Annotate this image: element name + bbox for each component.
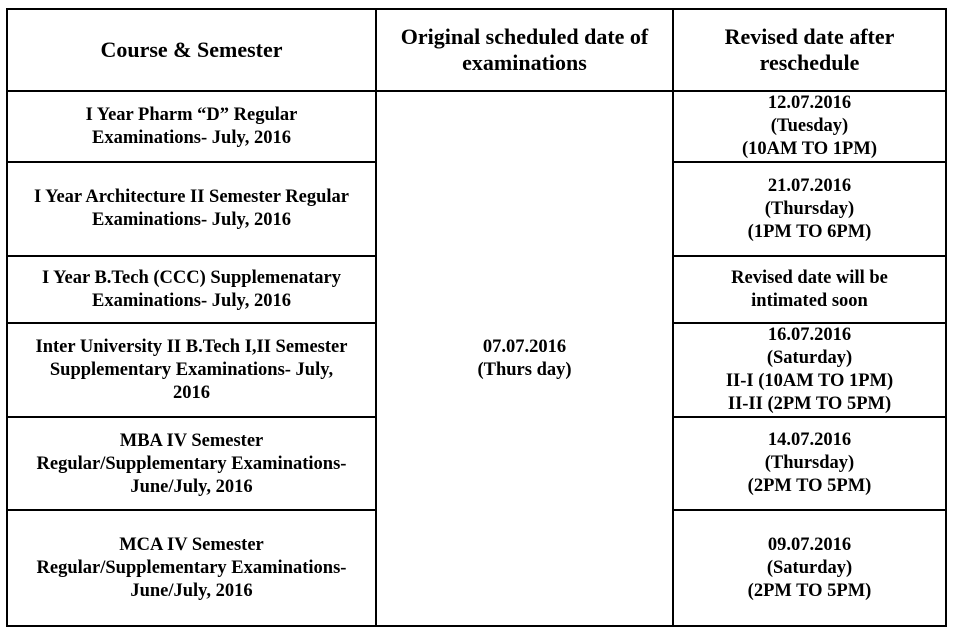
- revised-text: (Saturday): [766, 348, 853, 368]
- course-text: I Year Pharm “D” Regular: [85, 105, 298, 125]
- revised-text: (Thursday): [764, 453, 855, 473]
- course-text: Examinations- July, 2016: [92, 290, 291, 311]
- revised-text: 21.07.2016: [767, 175, 852, 196]
- course-cell: [7, 162, 376, 256]
- course-text: Regular/Supplementary Examinations-: [36, 558, 347, 578]
- course-text: June/July, 2016: [130, 581, 253, 601]
- header-text: reschedule: [759, 50, 860, 75]
- revised-text: intimated soon: [751, 290, 868, 311]
- revised-text: (Tuesday): [770, 116, 849, 136]
- header-revised-date: [673, 9, 946, 91]
- revised-date-cell: [673, 162, 946, 256]
- course-text: I Year Architecture II Semester Regular: [34, 187, 349, 207]
- revised-date-cell: [673, 417, 946, 510]
- course-text: Supplementary Examinations- July,: [49, 359, 334, 380]
- revised-date-cell: [673, 323, 946, 417]
- header-text: Course & Semester: [100, 37, 283, 62]
- revised-text: (Saturday): [766, 557, 853, 578]
- revised-text: 14.07.2016: [767, 430, 852, 450]
- course-text: 2016: [173, 382, 210, 403]
- course-text: Examinations- July, 2016: [92, 210, 291, 230]
- course-cell: [7, 91, 376, 162]
- revised-text: II-I (10AM TO 1PM): [725, 371, 894, 391]
- header-text: Original scheduled date of: [400, 24, 649, 49]
- course-cell: [7, 323, 376, 417]
- header-text: examinations: [462, 50, 587, 75]
- revised-text: 12.07.2016: [767, 93, 852, 113]
- revised-text: Revised date will be: [731, 267, 888, 288]
- table-row: [7, 91, 946, 162]
- course-cell: [7, 510, 376, 626]
- original-date: 07.07.2016: [482, 336, 567, 357]
- course-text: MCA IV Semester: [119, 535, 264, 555]
- exam-reschedule-table: [6, 8, 947, 627]
- revised-text: 09.07.2016: [767, 534, 852, 555]
- revised-text: (Thursday): [764, 198, 855, 219]
- course-text: Examinations- July, 2016: [92, 128, 291, 148]
- revised-text: (2PM TO 5PM): [747, 580, 872, 601]
- header-original-date: [376, 9, 673, 91]
- revised-date-cell: [673, 91, 946, 162]
- revised-text: 16.07.2016: [767, 325, 852, 345]
- course-text: Regular/Supplementary Examinations-: [36, 453, 347, 474]
- table-header-row: [7, 9, 946, 91]
- original-date-cell: [376, 91, 673, 626]
- revised-date-cell: [673, 510, 946, 626]
- revised-text: (2PM TO 5PM): [747, 476, 872, 496]
- revised-text: II-II (2PM TO 5PM): [727, 394, 892, 414]
- original-day: (Thurs day): [477, 359, 572, 380]
- course-text: June/July, 2016: [130, 476, 253, 497]
- course-text: Inter University II B.Tech I,II Semester: [35, 336, 348, 357]
- header-course-semester: [7, 9, 376, 91]
- course-cell: [7, 417, 376, 510]
- revised-text: (10AM TO 1PM): [742, 139, 877, 159]
- course-text: I Year B.Tech (CCC) Supplemenatary: [42, 267, 341, 288]
- course-cell: [7, 256, 376, 323]
- course-text: MBA IV Semester: [119, 430, 264, 451]
- header-text: Revised date after: [724, 24, 895, 49]
- revised-text: (1PM TO 6PM): [747, 221, 872, 242]
- revised-date-cell: [673, 256, 946, 323]
